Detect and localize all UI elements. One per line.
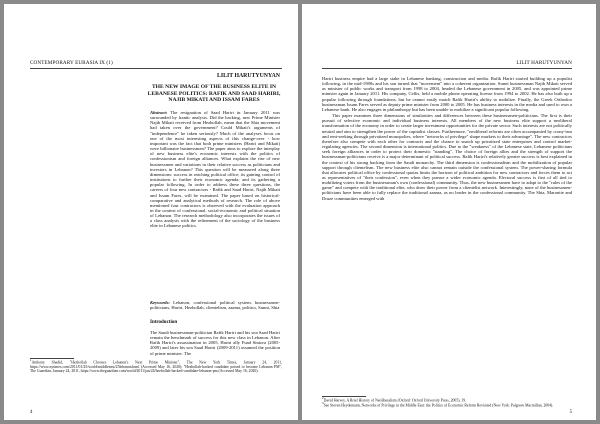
keywords [150, 300, 280, 310]
abstract-text: The resignation of Saad Hariri in January 2011 was surrounded by frantic analysis. Did the backing, new Prime Minister Najib Mikati received from Hezbollah, mean that the Shia movement had taken over the government? Could Mikati's arguments of "independence" be taken seriously? Much of the analyses focus on one of the most interesting aspects of this change-over - how important was the fact that both prime ministers (Hariri and Mikati) were billionaire businessmen? The paper aims to explore the interplay of new business elite's economic interests with the politics of confessionism and foreign alliances. What explains the rise of new businessmen and variations in their relative success as politicians and investors in Lebanon? This question will be measured along three dimensions: success in reaching political office; its gaining control of institutions to further their economic agenda; and its gathering a popular following. In order to address these three questions, the careers of four new contractors - Rafik and Saad Hariri, Najib Mikati and Issam Fares, will be examined. The paper based on historical-comparative and analytical methods of research. The role of above mentioned four contractors is observed with the evaluation approach in the context of confessional, social-economic and political situation of Lebanon. The research methodology also incorporates the issues of a class analysis with the refinement of the sociology of the business elite in Lebanese politics. [150, 110, 280, 229]
header-rule [322, 68, 572, 69]
article-title: THE NEW IMAGE OF THE BUSINESS ELITE IN LEBANESE POLITICS: RAFIK AND SAAD HARIRI, NAJIB MIKATI AND ISSAM FARES [147, 84, 281, 104]
keywords-text: Lebanon, confessional political system, businessmen-politicians, Hariri, Hezbollah, clientelism, zaama, politics, Sunni, Shia [150, 300, 280, 311]
article-author: LILIT HARUTYUNYAN [217, 73, 280, 79]
paragraph: Hariri business empire had a large stake in Lebanese banking, construction and media. Rafik Hariri started building up a populist following, in the mid-1980s and his son turned that "movement" into a coherent organization. Sunni businessman Najib Mikati served as minister of public works and transport from 1998 to 2004, headed the Lebanese government in 2005, and was appointed prime minister again in January 2011. His company, Cellis, held a mobile phone operating license from 1994 to 2002. He has also built up a popular following through foundations, but he cannot easily match Rafik Hariri's ability to mobilize. Finally, the Greek Orthodox businessman Issam Fares served as deputy prime minister from 2000 to 2005. He has business interests in the media and used to own a Lebanese bank. He also engages in philanthropy but has been unable to mobilize a significant popular following. [322, 76, 572, 112]
body-text [322, 76, 572, 202]
footnote-3: $^3$See Steven Heydemann, Networks of Privilege in the Middle East: the Politics of Economic Reform Revisited (New York: Palgrave Macmillan, 2004). [322, 400, 554, 407]
header-rule [30, 68, 282, 69]
footnote-text: David Harvey, A Brief History of Neoliberalism (Oxford: Oxford University Press, 2005), 19. [323, 398, 467, 403]
right-page [302, 4, 596, 420]
keywords-label: Keywords: [150, 300, 170, 305]
abstract-label: Abstract: [150, 110, 168, 115]
paragraph: This paper examines three dimensions of similarities and differences between these businessmen-politicians. The first is their pursuit of selective economic and individual business interests. All members of the new business elite support a neoliberal transformation of the economy in order to create larger investment opportunities for the private sector. Such interests are not politically neutral and aim to strengthen the power of the capitalist classes. Furthermore, "neoliberal reforms are often accompanied by crony-ism and rent-seeking through privatized monopolies, where "networks of privilege" shape markets to their advantage". The new contractors therefore also compete with each other for contracts and the chance to snatch up privatized state enterprises and control market-regulating agencies. The second dimension is international politics. Due to the "weakness" of the Lebanese state, Lebanese politicians seek foreign alliances in order to protect their domestic "standing". The choice of foreign allies and the strength of support the businessman-politicians receive is a major determinant of political success. Rafik Hariri's relatively greater success is best explained in the context of his strong backing from the Saudi monarchy. The third dimension is confessionalism and the mobilization of popular support through clientelism. The new business elite also cannot remain outside the confessional system. The power-sharing formula that allocates political office by confessional quotas limits the horizon of political ambition for new contractors and forces them to act as representatives of "their confession", even when they pursue a wider economic agenda. Electoral success is first of all tied to mobilizing voters from the businessman's own (confessional) community. Thus, the new businessmen have to adapt to the "rules of the game" and compete with the traditional elite, who draw their power from a clientelist network. Interestingly, none of the businessmen-politicians have been able to fully replace the traditional zaama, as no leader in the confessional community. The Shia, Maronite and Druze communities emerged with [322, 113, 572, 201]
footnote-2: $^2$David Harvey, A Brief History of Neoliberalism (Oxford: Oxford University Press, 2005), 19. [322, 396, 467, 403]
footnote-rule [30, 358, 74, 359]
introduction-text: The Saudi businessman-politician Rafik Hariri and his son Saad Hariri remain the benchmark of success for this new class in Lebanon. After Rafik Hariri's assassination in 2005, Hariri ally Fuad Siniora (2005-2009) and later his son Saad Hariri (2009-2011) assumed the position of prime minister. The [150, 330, 280, 356]
running-head-journal: CONTEMPORARY EURASIA IX (1) [30, 60, 113, 66]
section-heading-introduction: Introduction [150, 320, 178, 325]
footnote-text: See Steven Heydemann, Networks of Privilege in the Middle East: the Politics of Economic Reform Revisited (New York: Palgrave Macmillan, 2004). [323, 402, 554, 407]
page-number-right: 5 [569, 410, 572, 415]
page-number-left: 4 [30, 410, 33, 415]
running-head-author: LILIT HARUTYUNYAN [516, 60, 572, 66]
footnote-rule [322, 396, 366, 397]
footnote-1: $^1$Anthony Shadid, "Hezbollah Chooses Lebanon's Next Prime Minister", The New York Times, January 24, 2011, https://www.nytimes.com/2011/01/25/world/middleeast/25lebanon.html (Accessed May 16, 2020); "Hezbollah-backed candidate poised to become Lebanon PM", The Guardian, January 24, 2011, https://www.theguardian.com/world/2011/jan/24/hezbollah-backed-candidate-lebanon-pm (Accessed May 16, 2020). [30, 358, 282, 374]
left-page [4, 4, 298, 420]
footnote-text: Anthony Shadid, "Hezbollah Chooses Lebanon's Next Prime Minister", The New York Times, January 24, 2011, https://www.nytimes.com/2011/01/25/world/middleeast/25lebanon.html (Accessed May 16, 2020); "Hezbollah-backed candidate poised to become Lebanon PM", The Guardian, January 24, 2011, https://www.theguardian.com/world/2011/jan/24/hezbollah-backed-candidate-lebanon-pm (Accessed May 16, 2020). [30, 360, 282, 374]
footnotes [322, 398, 572, 407]
abstract [150, 110, 280, 229]
